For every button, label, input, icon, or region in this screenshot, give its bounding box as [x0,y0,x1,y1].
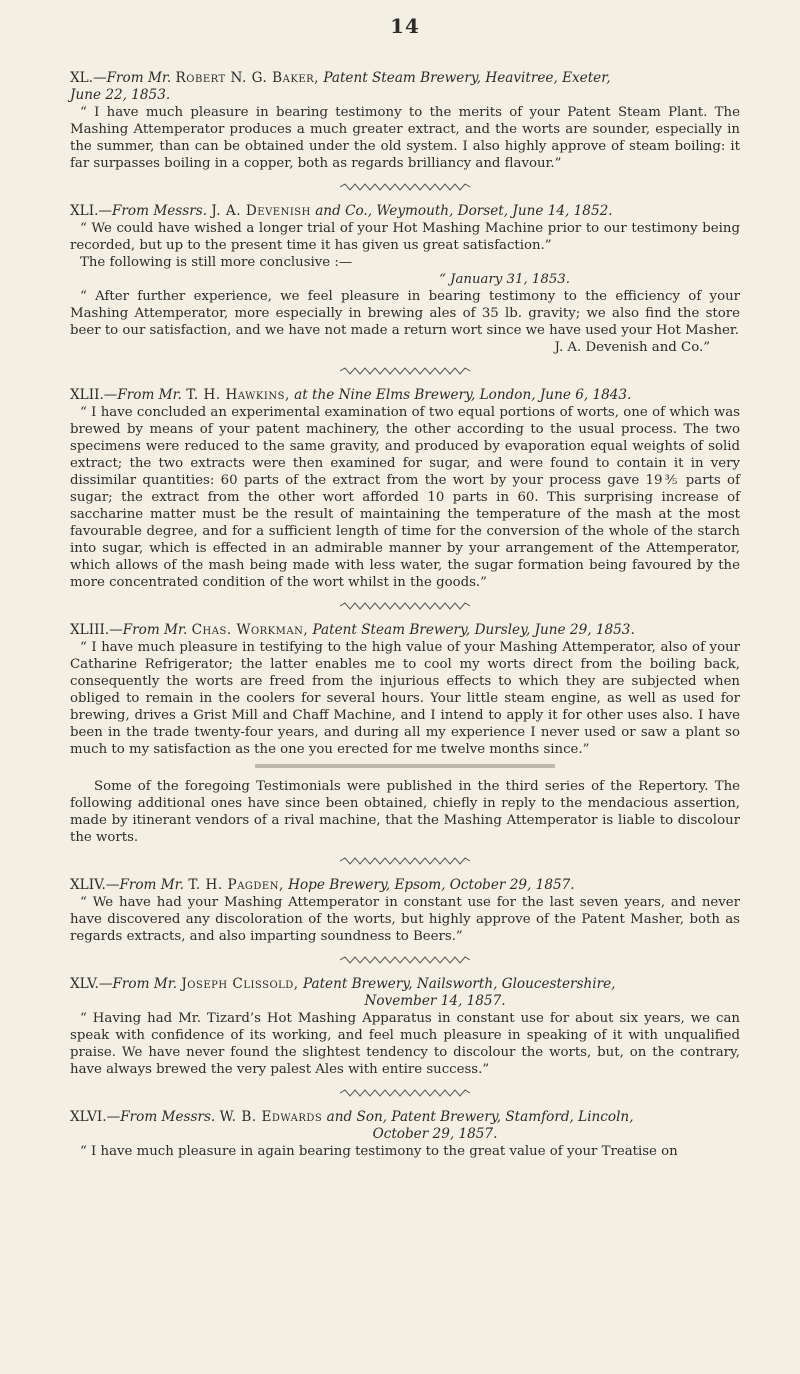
testimonial-from: From Mr. [106,70,172,86]
testimonial-from: From Messrs. [120,1109,216,1125]
testimonial-xlvi [70,1109,740,1160]
testimonial-from: From Mr. [119,877,185,893]
testimonial-heading [70,976,740,1010]
testimonial-author: W. B. Edwards [219,1109,323,1125]
testimonial-xliii [70,622,740,758]
testimonial-body: The following is still more conclusive :— [80,255,353,270]
testimonial-body: “ Having had Mr. Tizard’s Hot Mashing Apparatus in constant use for about six years, we can speak with confidence of its working, and feel much pleasure in speaking of it with unqualified praise. We have never found the slightest tendency to discolour the worts, but, on the contrary, have always brewed the very palest Ales with entire success.” [70,1011,740,1077]
testimonial-body: “ We could have wished a longer trial of your Hot Mashing Machine prior to our testimony being recorded, but up to the present time it has given us great satisfaction.” [70,221,740,253]
testimonial-author: Robert N. G. Baker, [175,70,319,86]
testimonial-author: J. A. Devenish [211,203,311,219]
testimonial-from: From Mr. [117,387,182,403]
testimonial-heading [70,203,740,220]
testimonial-date: October 29, 1857. [372,1126,498,1142]
testimonial-date: November 14, 1857. [364,993,506,1009]
testimonial-heading [70,622,740,639]
testimonial-xlii [70,387,740,591]
page-number: 14 [390,14,420,38]
editorial-note: Some of the foregoing Testimonials were published in the third series of the Repertory. The following additional ones have since been obtained, chiefly in reply to the mendacious assertion, made by itinerant vendors of a rival machine, that the Mashing Attemperator is liable to discolour the worts. [70,779,740,845]
ornament-divider [340,182,470,192]
testimonial-body: “ I have much pleasure in again bearing testimony to the great value of your Treatise on [80,1144,678,1159]
testimonial-number: XL.— [70,70,107,86]
testimonial-heading [70,877,740,894]
section-rule [255,764,555,768]
testimonial-from: From Mr. [122,622,188,638]
testimonial-author-suffix: and Co., [315,203,373,219]
testimonial-place: at the Nine Elms Brewery, London, June 6, 1843. [294,387,632,403]
testimonial-number: XLIII.— [70,622,123,638]
testimonial-heading [70,70,740,104]
testimonial-number: XLI.— [70,203,112,219]
ornament-divider [340,955,470,965]
testimonial-body: “ After further experience, we feel pleasure in bearing testimony to the efficiency of your Mashing Attemperator, more especially in brewing ales of 35 lb. gravity; we also find the store beer to our satisfaction, and we have not made a return wort since we have used your Hot Masher. [70,289,740,338]
testimonial-number: XLIV.— [70,877,120,893]
testimonial-xliv [70,877,740,945]
testimonial-author: T. H. Pagden, [188,877,284,893]
testimonial-place: Hope Brewery, Epsom, October 29, 1857. [288,877,575,893]
testimonial-date: June 22, 1853. [70,87,171,103]
testimonial-xlv [70,976,740,1078]
testimonial-place: Patent Brewery, Nailsworth, Gloucestershire, [302,976,616,992]
testimonial-number: XLVI.— [70,1109,121,1125]
testimonial-author: T. H. Hawkins, [186,387,290,403]
testimonial-place: Patent Steam Brewery, Dursley, June 29, 1853. [312,622,635,638]
ornament-divider [340,1088,470,1098]
ornament-divider [340,856,470,866]
testimonial-body: “ I have much pleasure in testifying to the high value of your Mashing Attemperator, also of your Catharine Refrigerator; the latter enables me to cool my worts direct from the boiling back, consequently the worts are freed from the injurious effects to which they are subjected when obliged to remain in the coolers for several hours. Your little steam engine, as well as used for brewing, drives a Grist Mill and Chaff Machine, and I intend to apply it for other uses also. I have been in the trade twenty-four years, and during all my experience I never used or saw a plant so much to my satisfaction as the one you erected for me twelve months since.” [70,640,740,757]
testimonial-author-suffix: and Son, [326,1109,388,1125]
testimonial-body: “ I have much pleasure in bearing testimony to the merits of your Patent Steam Plant. The Mashing Attemperator produces a much greater extract, and the worts are sounder, especially in the summer, than can be obtained under the old system. I also highly approve of steam boiling: it far surpasses boiling in a copper, both as regards brilliancy and flavour.” [70,105,740,171]
ornament-divider [340,601,470,611]
testimonial-from: From Mr. [112,976,178,992]
ornament-divider [340,366,470,376]
testimonial-from: From Messrs. [112,203,208,219]
testimonial-number: XLII.— [70,387,118,403]
testimonial-body: “ We have had your Mashing Attemperator in constant use for the last seven years, and never have discovered any discoloration of the worts, but highly approve of the Patent Masher, both as regards extracts, and also imparting soundness to Beers.” [70,895,740,944]
testimonial-place: Weymouth, Dorset, June 14, 1852. [376,203,613,219]
testimonial-heading [70,387,740,404]
testimonial-author: Chas. Workman, [191,622,309,638]
testimonial-date: “ January 31, 1853. [439,272,570,287]
signature-row [70,339,740,356]
testimonial-place: Patent Steam Brewery, Heavitree, Exeter, [323,70,611,86]
testimonial-place: Patent Brewery, Stamford, Lincoln, [391,1109,634,1125]
signature: J. A. Devenish and Co.” [554,340,710,355]
testimonial-heading [70,1109,740,1143]
testimonial-author: Joseph Clissold, [181,976,299,992]
testimonial-number: XLV.— [70,976,113,992]
testimonial-xl [70,70,740,172]
testimonial-xli [70,203,740,356]
testimonial-body: “ I have concluded an experimental examination of two equal portions of worts, one of which was brewed by means of your patent machinery, the other according to the usual process. The two specimens were reduced to the same gravity, and produced by evaporation equal weights of solid extract; the two extracts were then examined for sugar, and were found to contain it in very dissimilar quantities: 60 parts of the extract from the wort by your process gave 19⅗ parts of sugar; the extract from the other wort afforded 10 parts in 60. This surprising increase of saccharine matter must be the result of maintaining the temperature of the mash at the most favourable degree, and for a sufficient length of time for the conversion of the whole of the starch into sugar, which is effected in an admirable manner by your arrangement of the Attemperator, which allows of the mash being made with less water, the sugar formation being favoured by the more concentrated condition of the wort whilst in the goods.” [70,405,740,590]
